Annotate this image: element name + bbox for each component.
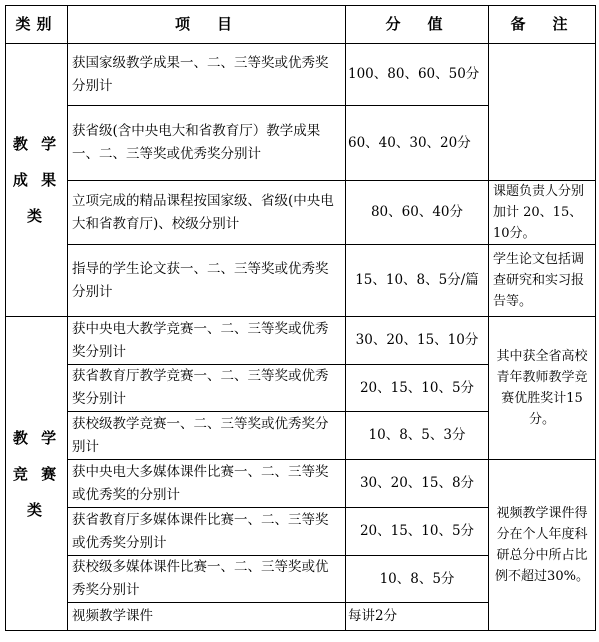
value-cell: 60、40、30、20分	[346, 106, 489, 181]
category-line: 类	[26, 500, 46, 519]
note-cell: 学生论文包括调查研究和实习报告等。	[489, 245, 596, 317]
note-cell-empty	[489, 44, 596, 181]
item-cell: 获校级教学竞赛一、二、三等奖或优秀奖分别计	[68, 412, 346, 460]
value-cell: 每讲2分	[346, 603, 489, 631]
category-teaching-competition	[6, 317, 68, 631]
value-cell: 20、15、10、5分	[346, 508, 489, 556]
item-cell: 获校级多媒体课件比赛一、二、三等奖或优秀奖分别计	[68, 556, 346, 603]
value-cell: 10、8、5、3分	[346, 412, 489, 460]
item-cell: 指导的学生论文获一、二、三等奖或优秀奖分别计	[68, 245, 346, 317]
value-cell: 80、60、40分	[346, 181, 489, 245]
item-cell: 获中央电大教学竞赛一、二、三等奖或优秀奖分别计	[68, 317, 346, 365]
value-cell: 100、80、60、50分	[346, 44, 489, 106]
value-cell: 20、15、10、5分	[346, 365, 489, 412]
table-row	[6, 317, 596, 365]
category-line: 类	[26, 207, 46, 225]
note-cell: 其中获全省高校青年教师教学竞赛优胜奖计15分。	[489, 317, 596, 460]
category-line: 竞 赛	[12, 464, 61, 483]
category-line: 成 果	[12, 171, 61, 189]
table-row	[6, 181, 596, 245]
item-cell: 立项完成的精品课程按国家级、省级(中央电大和省教育厅)、校级分别计	[68, 181, 346, 245]
item-cell: 获中央电大多媒体课件比赛一、二、三等奖或优秀奖的分别计	[68, 460, 346, 508]
header-category: 类别	[6, 6, 68, 44]
category-line: 教 学	[12, 428, 61, 447]
note-cell: 视频教学课件得分在个人年度科研总分中所占比例不超过30%。	[489, 460, 596, 631]
header-item: 项 目	[68, 6, 346, 44]
scoring-table	[5, 5, 596, 631]
header-note: 备 注	[489, 6, 596, 44]
value-cell: 30、20、15、10分	[346, 317, 489, 365]
header-row	[6, 6, 596, 44]
value-cell: 30、20、15、8分	[346, 460, 489, 508]
category-teaching-achievement	[6, 44, 68, 317]
item-cell: 获国家级教学成果一、二、三等奖或优秀奖分别计	[68, 44, 346, 106]
value-cell: 10、8、5分	[346, 556, 489, 603]
item-cell: 视频教学课件	[68, 603, 346, 631]
item-cell: 获省教育厅多媒体课件比赛一、二、三等奖或优秀奖分别计	[68, 508, 346, 556]
item-cell: 获省教育厅教学竞赛一、二、三等奖或优秀奖分别计	[68, 365, 346, 412]
table-row	[6, 245, 596, 317]
category-line: 教 学	[12, 135, 61, 153]
note-cell: 课题负责人分别加计 20、15、10分。	[489, 181, 596, 245]
table-row	[6, 44, 596, 106]
header-value: 分 值	[346, 6, 489, 44]
value-cell: 15、10、8、5分/篇	[346, 245, 489, 317]
item-cell: 获省级(含中央电大和省教育厅）教学成果一、二、三等奖或优秀奖分别计	[68, 106, 346, 181]
table-row	[6, 460, 596, 508]
